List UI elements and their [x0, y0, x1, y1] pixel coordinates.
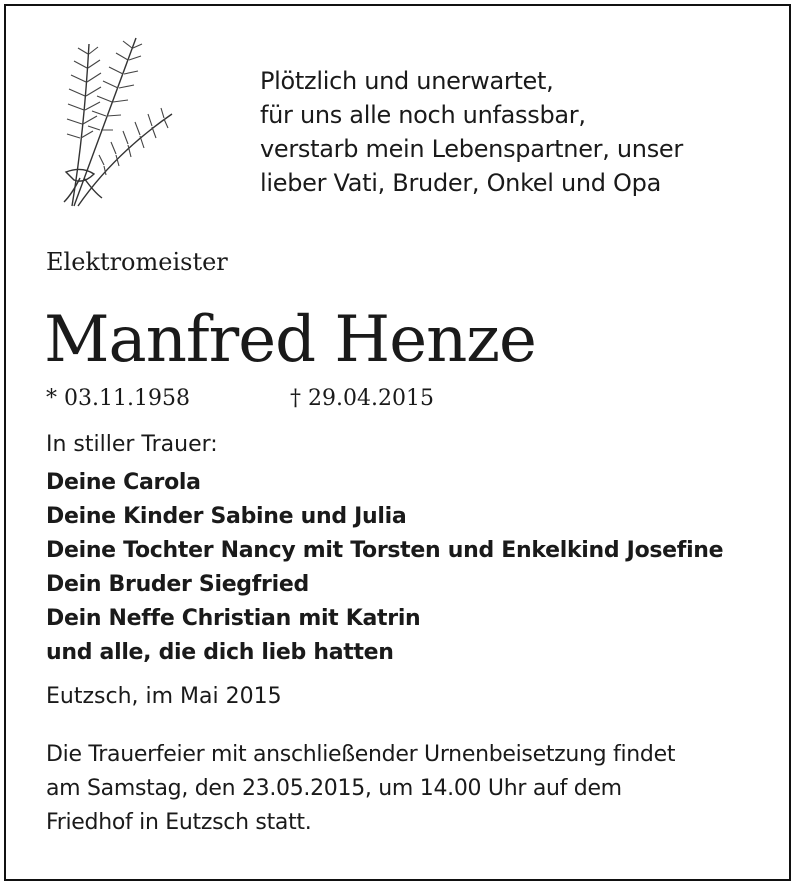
mourner-line: Dein Bruder Siegfried — [46, 572, 309, 597]
mourners-list — [46, 466, 723, 670]
mourners-intro: In stiller Trauer: — [46, 432, 218, 457]
intro-line: lieber Vati, Bruder, Onkel und Opa — [260, 169, 661, 197]
mourner-line: Dein Neffe Christian mit Katrin — [46, 606, 421, 631]
birth-date: * 03.11.1958 — [46, 386, 190, 411]
deceased-title: Elektromeister — [46, 248, 228, 276]
mourner-line: Deine Carola — [46, 470, 201, 495]
funeral-line: am Samstag, den 23.05.2015, um 14.00 Uhr auf dem — [46, 776, 622, 801]
obituary-card — [4, 4, 791, 881]
mourner-line: Deine Kinder Sabine und Julia — [46, 504, 407, 529]
intro-line: für uns alle noch unfassbar, — [260, 101, 586, 129]
mourner-line: und alle, die dich lieb hatten — [46, 640, 394, 665]
intro-text — [260, 64, 683, 200]
intro-line: verstarb mein Lebenspartner, unser — [260, 135, 683, 163]
place-date: Eutzsch, im Mai 2015 — [46, 684, 282, 709]
mourner-line: Deine Tochter Nancy mit Torsten und Enkelkind Josefine — [46, 538, 724, 563]
fern-bouquet-icon — [44, 34, 184, 209]
funeral-line: Friedhof in Eutzsch statt. — [46, 810, 312, 835]
deceased-name: Manfred Henze — [44, 303, 536, 377]
death-date: † 29.04.2015 — [290, 386, 434, 411]
funeral-line: Die Trauerfeier mit anschließender Urnenbeisetzung findet — [46, 742, 676, 767]
funeral-notice — [46, 738, 675, 840]
intro-line: Plötzlich und unerwartet, — [260, 67, 554, 95]
